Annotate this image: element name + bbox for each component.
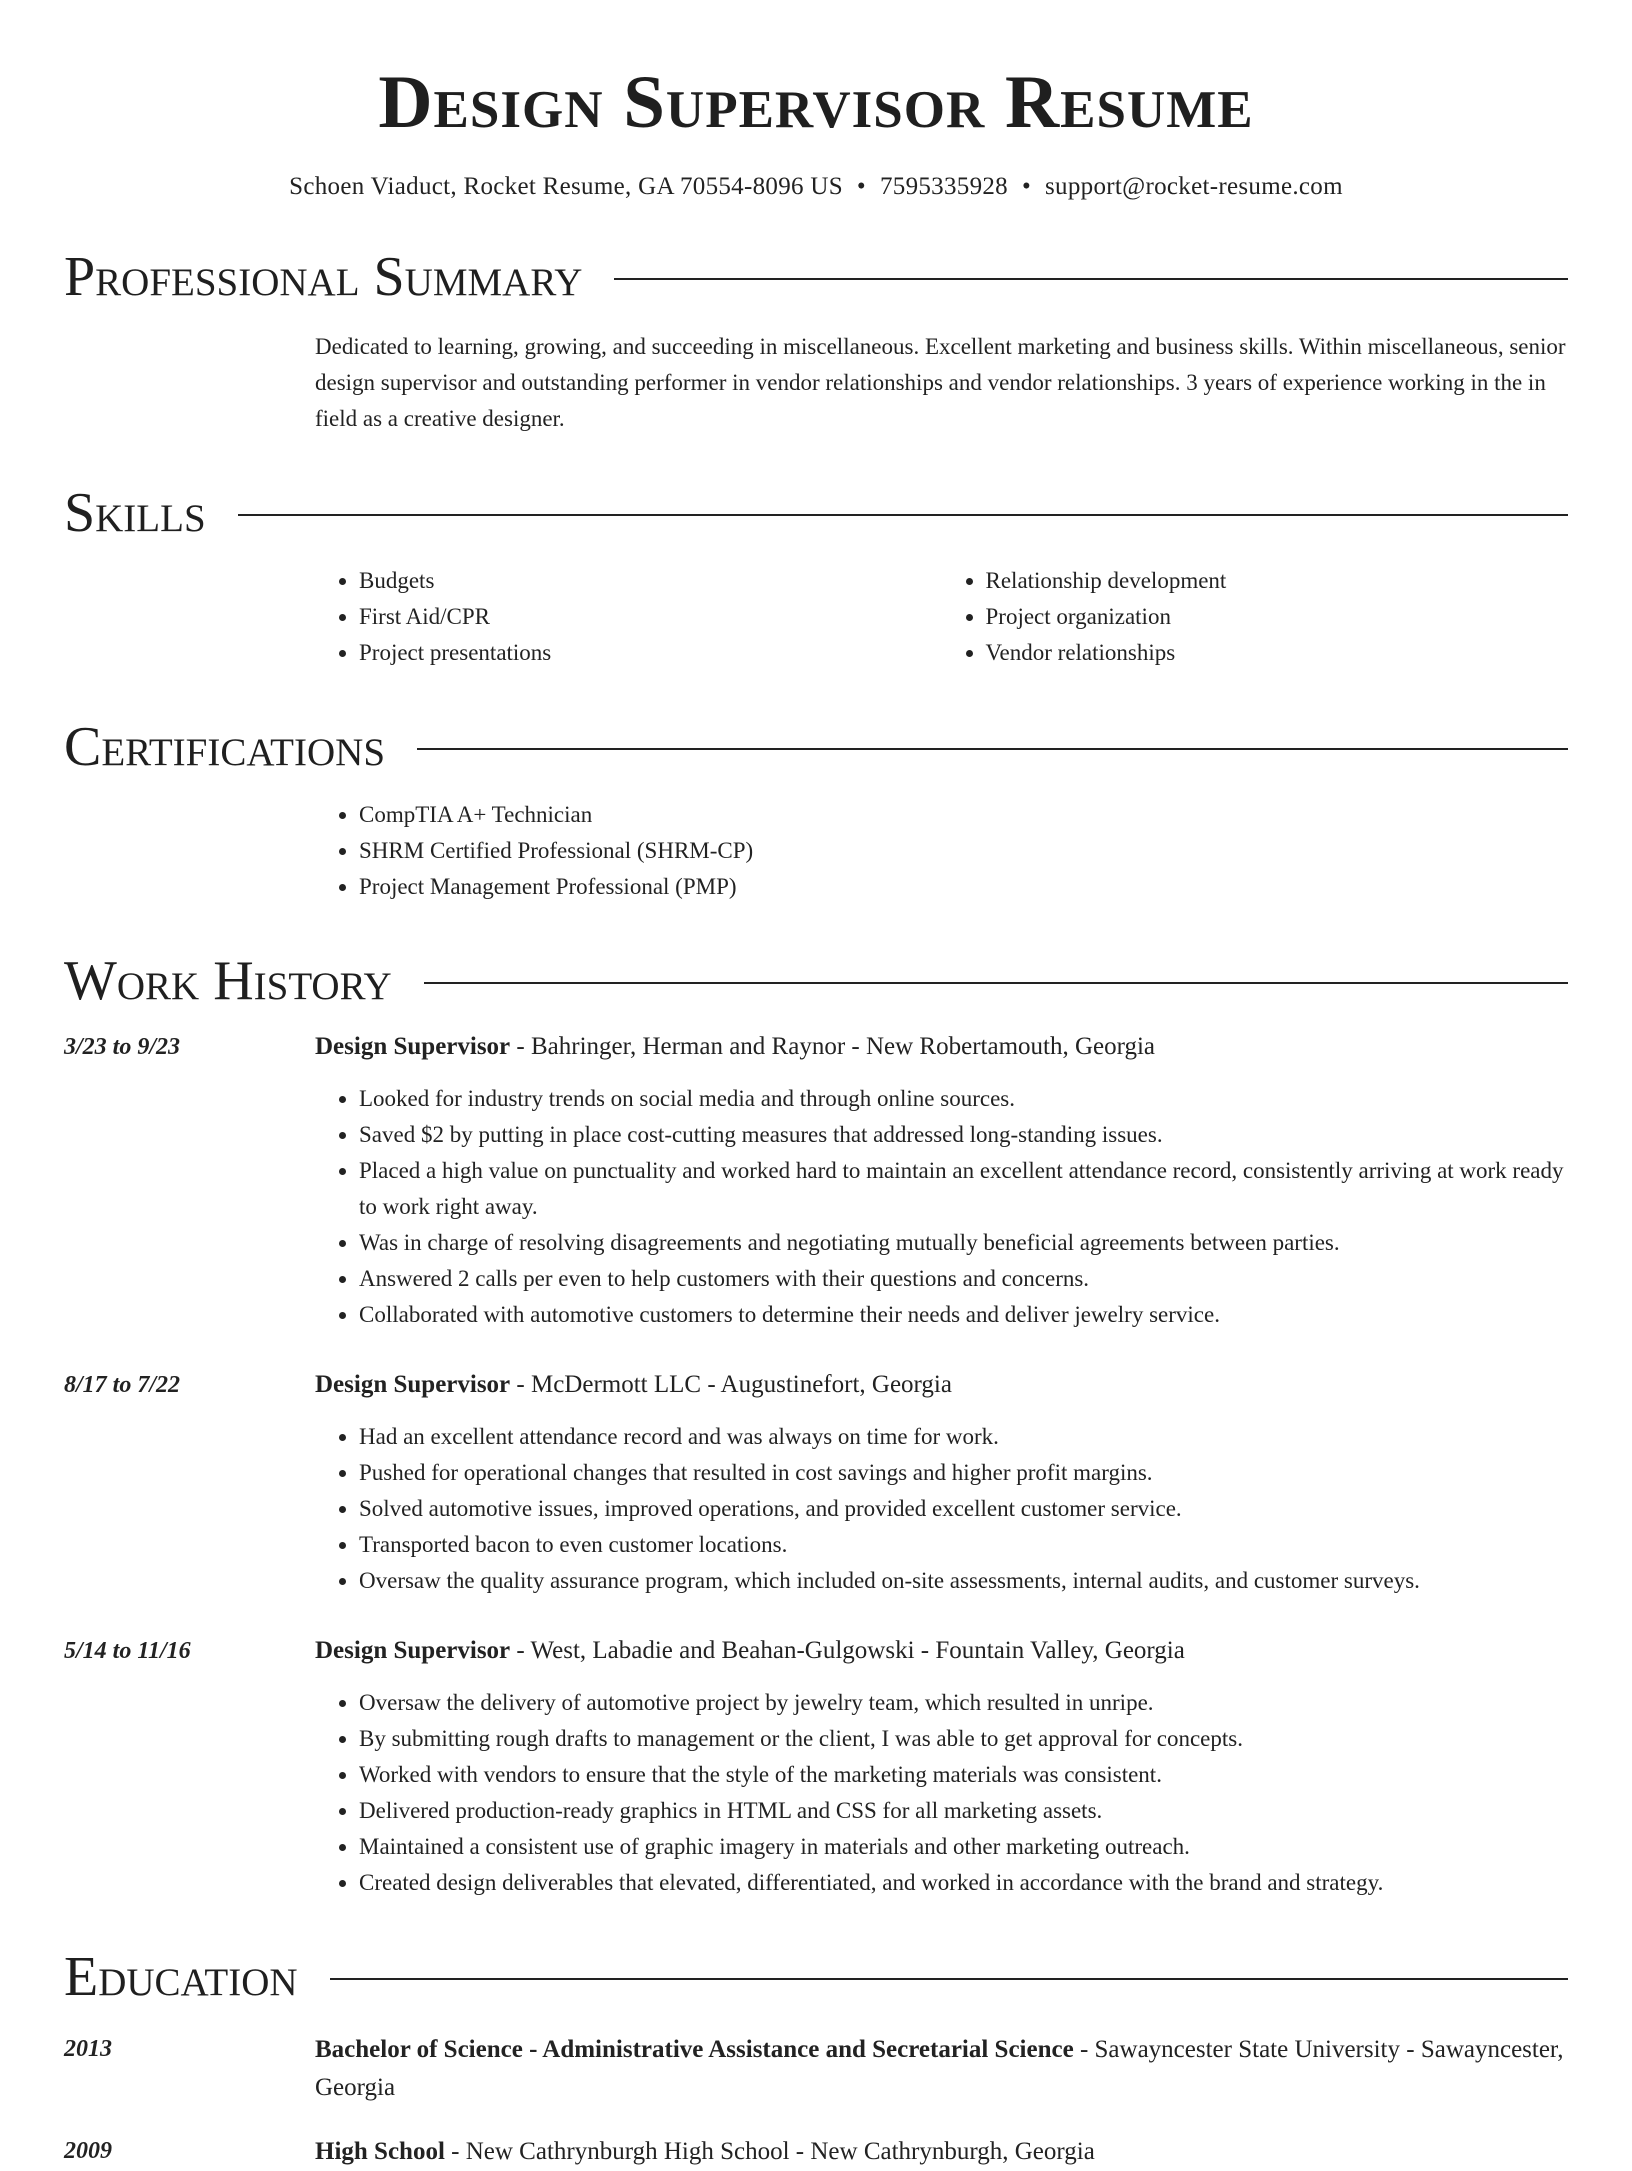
education-entry (64, 2031, 1568, 2107)
work-heading: Work History (64, 949, 392, 1012)
job-bullet: • Saved $2 by putting in place cost-cutting measures that addressed long-standing issues. (359, 1117, 1568, 1153)
job-bullet: • Worked with vendors to ensure that the style of the marketing materials was consistent. (359, 1757, 1568, 1793)
skill-item: • Vendor relationships (986, 635, 1569, 671)
section-divider (614, 278, 1568, 280)
job-bullets (315, 1419, 1568, 1599)
job-bullet: • Answered 2 calls per even to help customers with their questions and concerns. (359, 1261, 1568, 1297)
skill-item: • Relationship development (986, 563, 1569, 599)
job-bullet: • Oversaw the delivery of automotive project by jewelry team, which resulted in unripe. (359, 1685, 1568, 1721)
job-bullet: • Collaborated with automotive customers to determine their needs and deliver jewelry service. (359, 1297, 1568, 1333)
certifications-heading: Certifications (64, 715, 386, 778)
summary-section-header (64, 245, 1568, 308)
skills-list (315, 563, 1568, 671)
certification-item: • CompTIA A+ Technician (359, 797, 1568, 833)
job-bullets (315, 1685, 1568, 1901)
job-title: Design Supervisor (315, 1636, 511, 1664)
job-bullet: • Was in charge of resolving disagreements and negotiating mutually beneficial agreements between parties. (359, 1225, 1568, 1261)
section-divider (424, 982, 1568, 984)
job-heading (315, 1029, 1568, 1065)
job-bullet: • Oversaw the quality assurance program, which included on-site assessments, internal audits, and customer surveys. (359, 1563, 1568, 1599)
skills-column-right (942, 563, 1569, 671)
section-divider (330, 1978, 1568, 1980)
certification-item: • SHRM Certified Professional (SHRM-CP) (359, 833, 1568, 869)
skills-column-left (315, 563, 942, 671)
contact-line (64, 173, 1568, 201)
certification-item: • Project Management Professional (PMP) (359, 869, 1568, 905)
skills-heading: Skills (64, 481, 206, 544)
skill-item: • First Aid/CPR (359, 599, 942, 635)
job-bullet: • Looked for industry trends on social media and through online sources. (359, 1081, 1568, 1117)
job-employer: - West, Labadie and Beahan-Gulgowski - Fountain Valley, Georgia (510, 1636, 1185, 1664)
job-dates: 5/14 to 11/16 (64, 1637, 191, 1664)
education-school: - Sawayncester State University - Sawayncester, Georgia (315, 2035, 1564, 2101)
job-bullet: • Created design deliverables that elevated, differentiated, and worked in accordance with the brand and strategy. (359, 1865, 1568, 1901)
job-employer: - Bahringer, Herman and Raynor - New Robertamouth, Georgia (510, 1032, 1156, 1060)
section-divider (238, 514, 1568, 516)
certifications-list (315, 797, 1568, 905)
job-bullet: • Solved automotive issues, improved operations, and provided excellent customer service. (359, 1491, 1568, 1527)
contact-address: Schoen Viaduct, Rocket Resume, GA 70554-8096 US (289, 172, 843, 200)
job-bullet: • Pushed for operational changes that resulted in cost savings and higher profit margins. (359, 1455, 1568, 1491)
education-heading: Education (64, 1945, 298, 2008)
skills-section-header (64, 481, 1568, 544)
education-year: 2009 (64, 2137, 112, 2164)
skill-item: • Project organization (986, 599, 1569, 635)
education-school: - New Cathrynburgh High School - New Cathrynburgh, Georgia (444, 2137, 1095, 2165)
section-divider (417, 748, 1568, 750)
contact-email: support@rocket-resume.com (1045, 172, 1343, 200)
job-heading (315, 1633, 1568, 1669)
contact-separator: • (1021, 172, 1032, 200)
certifications-section-header (64, 715, 1568, 778)
education-entry (64, 2133, 1568, 2171)
job-heading (315, 1367, 1568, 1403)
education-degree: High School (315, 2137, 445, 2165)
job-entry (64, 1367, 1568, 1599)
summary-heading: Professional Summary (64, 245, 583, 308)
contact-separator: • (856, 172, 866, 200)
job-bullet: • Placed a high value on punctuality and worked hard to maintain an excellent attendance record, consistently arriving at work ready to work right away. (359, 1153, 1568, 1225)
education-year: 2013 (64, 2035, 112, 2062)
job-bullet: • Had an excellent attendance record and was always on time for work. (359, 1419, 1568, 1455)
resume-title: Design Supervisor Resume (378, 61, 1254, 144)
job-bullets (315, 1081, 1568, 1333)
job-bullet: • By submitting rough drafts to management or the client, I was able to get approval for concepts. (359, 1721, 1568, 1757)
skill-item: • Budgets (359, 563, 942, 599)
education-section-header (64, 1945, 1568, 2008)
contact-phone: 7595335928 (879, 172, 1008, 200)
job-bullet: • Maintained a consistent use of graphic imagery in materials and other marketing outreach. (359, 1829, 1568, 1865)
job-entry (64, 1633, 1568, 1901)
education-degree: Bachelor of Science - Administrative Assistance and Secretarial Science (315, 2035, 1074, 2063)
job-employer: - McDermott LLC - Augustinefort, Georgia (510, 1370, 952, 1398)
job-dates: 3/23 to 9/23 (64, 1033, 181, 1060)
summary-text: Dedicated to learning, growing, and succeeding in miscellaneous. Excellent marketing and business skills. Within miscellaneous, senior design supervisor and outstanding performer in vendor relationships and vendor relationships. 3 years of experience working in the in field as a creative designer. (315, 333, 1566, 431)
job-bullet: • Delivered production-ready graphics in HTML and CSS for all marketing assets. (359, 1793, 1568, 1829)
job-title: Design Supervisor (315, 1032, 511, 1060)
skill-item: • Project presentations (359, 635, 942, 671)
job-bullet: • Transported bacon to even customer locations. (359, 1527, 1568, 1563)
job-dates: 8/17 to 7/22 (64, 1371, 181, 1398)
job-entry (64, 1029, 1568, 1333)
work-section-header (64, 949, 1568, 1012)
job-title: Design Supervisor (315, 1370, 511, 1398)
